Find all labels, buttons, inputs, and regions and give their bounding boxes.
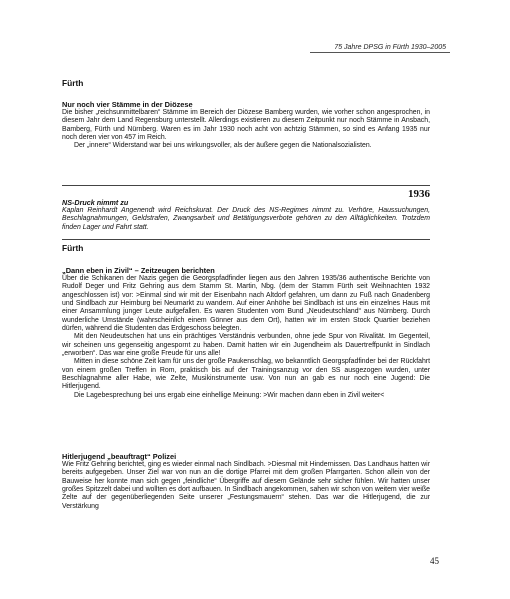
- year-summary-title: NS-Druck nimmt zu: [62, 198, 129, 207]
- section-title: Fürth: [62, 243, 84, 253]
- article-title: Nur noch vier Stämme in der Diözese: [62, 100, 193, 109]
- divider: [62, 239, 430, 240]
- year-summary-text: Kaplan Reinhardt Angenendt wird Reichskurat. Der Druck des NS-Regimes nimmt zu. Verhöre, Haussuchungen, Beschlagnahmungen, Geldstrafen, Zwangsarbeit und Betätigungsverbote gehören zu den Alltäglichkeiten. Trotzdem finden Lager und Fahrt statt.: [62, 207, 430, 231]
- header-rule: [310, 52, 450, 53]
- page-number: 45: [430, 556, 439, 566]
- paragraph: Über die Schikanen der Nazis gegen die Georgspfadfinder liegen aus den Jahren 1935/36 authentische Berichte von Rudolf Deger und Fritz Gehring aus dem Stamm St. Martin, Nbg. (dem der Stamm Fürth seit Weihnachten 1932 angeschlossen ist) vor: >Einmal sind wir mit der Eisenbahn nach Altdorf gefahren, um dann zu Fuß nach Gnadenberg und Sindlbach zur Heimburg bei Neumarkt zu wandern. Auf einer Anhöhe bei Sindlbach ist uns ein einzelnes Haus mit einer Ansammlung junger Leute aufgefallen. Es waren Studenten vom Bund „Neudeutschland“ aus Nürnberg. Durch wunderliche Umstände (wahrscheinlich einem Gönner aus dem Ort), hatten wir im ersten Stock Quartier beziehen dürfen, während die Studenten das Erdgeschoss belegten.: [62, 275, 430, 333]
- paragraph: Die Lagebesprechung bei uns ergab eine einhellige Meinung: >Wir machen dann eben in Zivil weiter<: [74, 391, 385, 399]
- article-dann-eben-in-zivil: [62, 266, 430, 400]
- running-header: 75 Jahre DPSG in Fürth 1930–2005: [334, 44, 446, 51]
- article-vier-staemme: [62, 100, 430, 151]
- year-block-1936: [62, 188, 430, 232]
- section-fuerth-1935: [62, 78, 430, 88]
- year-heading: 1936: [408, 188, 430, 200]
- paragraph: Wie Fritz Gehring berichtet, ging es wieder einmal nach Sindlbach. >Diesmal mit Hindernissen. Das Landhaus hatten wir bereits aufgegeben. Unser Ziel war von nun an die dortige Pfarrei mit dem großen Pfarrgarten. Schon allein von der Bauweise her konnte man sich gegen „feindliche“ Übergriffe auf diesem Gelände sehr sicher fühlen. Wir hatten unser großes Spitzzelt dabei und wollten es dort aufbauen. In Sindlbach angekommen, sahen wir schon von weitem vier weiße Zelte auf der gegenüberliegenden Seite unserer „Festungsmauern“ stehen. Das war die Hitlerjugend, die zur Verstärkung: [62, 461, 430, 510]
- paragraph: Mitten in diese schöne Zeit kam für uns der große Paukenschlag, wo bekanntlich Georgspfadfinder bei der Rückfahrt von einem großen Treffen in Rom, praktisch bis auf der Trainingsanzug vor den SS ausgezogen wurden, unter Beschlagnahme aller Habe, wie Zelte, Musikinstrumente usw. Von nun an gab es nur noch eine Jugend: Die Hitlerjugend.: [62, 358, 430, 391]
- section-fuerth-1936: [62, 243, 430, 253]
- article-hitlerjugend-polizei: [62, 452, 430, 511]
- section-title: Fürth: [62, 78, 84, 88]
- paragraph: Mit den Neudeutschen hat uns ein prächtiges Verständnis verbunden, ohne jede Spur von Rivalität. Im Gegenteil, wir scheinen uns gegenseitig angespornt zu haben. Damit hatten wir ein Jugendheim als Dauertreffpunkt in Sindlach „erworben“. Das war eine große Freude für uns alle!: [62, 333, 430, 358]
- paragraph: Die bisher „reichsunmittelbaren“ Stämme im Bereich der Diözese Bamberg wurden, wie vorher schon angesprochen, in diesem Jahr dem Land Regensburg unterstellt. Allerdings existieren zu diesem Zeitpunkt nur noch Stämme in Ansbach, Bamberg, Fürth und Nürnberg. Waren es im Jahr 1930 noch acht von achtzig Stämmen, so sind es Anfang 1935 nur noch deren vier von 457 im Reich.: [62, 109, 430, 142]
- divider: [62, 185, 430, 186]
- article-title: „Dann eben in Zivil“ – Zeitzeugen berichten: [62, 266, 215, 275]
- paragraph: Der „innere“ Widerstand war bei uns wirkungsvoller, als der äußere gegen die Nationalsozialisten.: [74, 142, 372, 150]
- article-title: Hitlerjugend „beauftragt“ Polizei: [62, 452, 177, 461]
